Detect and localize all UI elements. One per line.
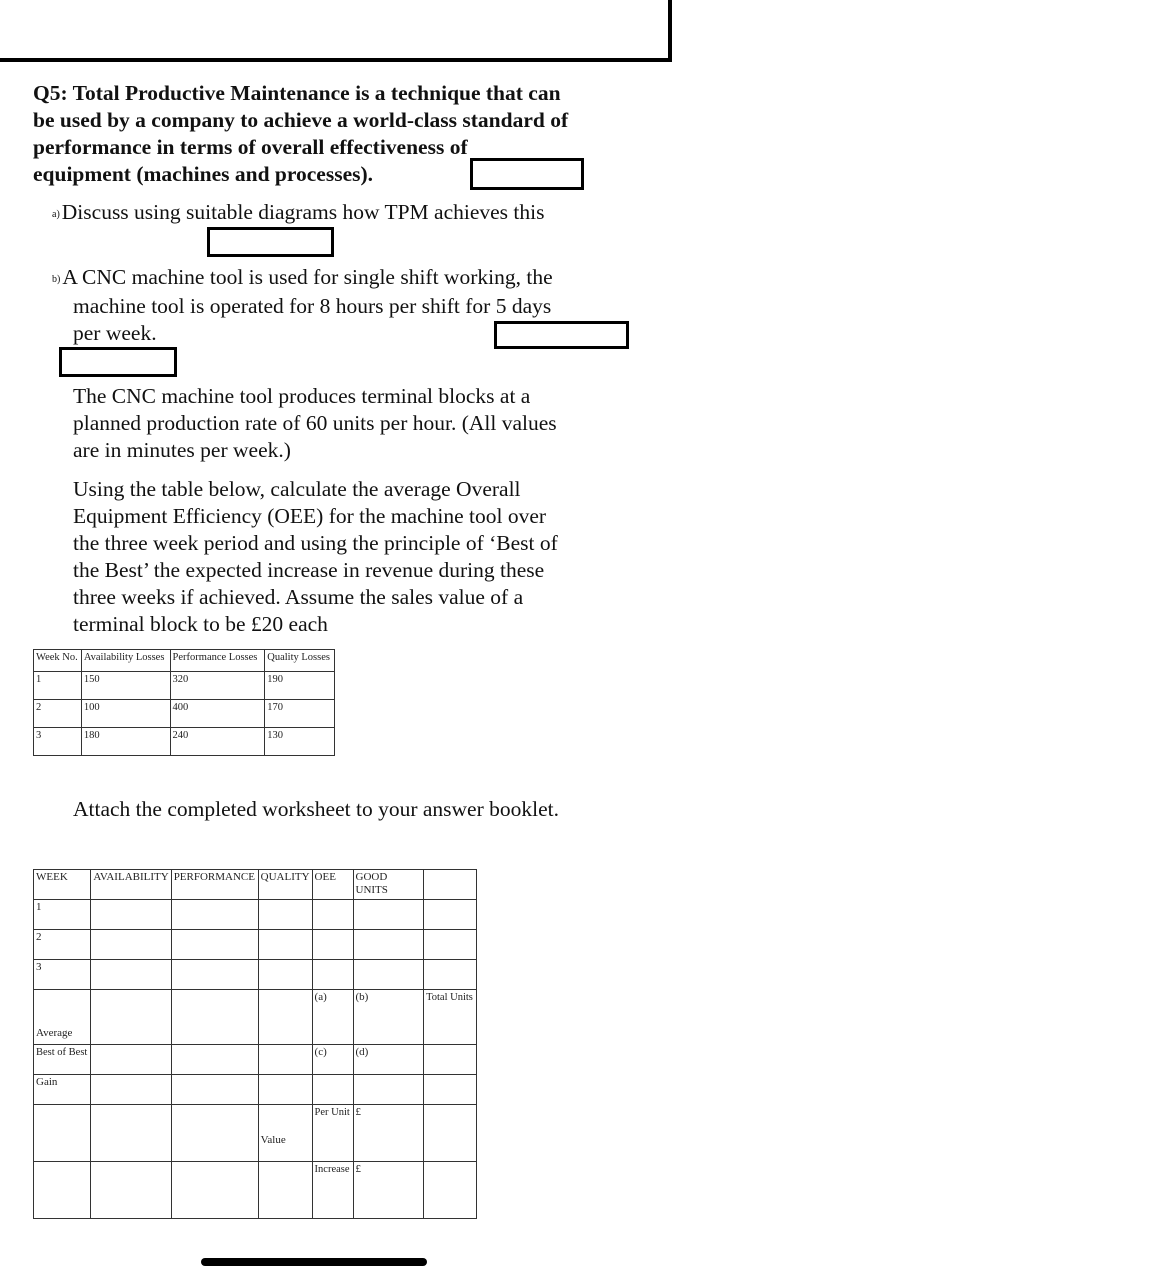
part-b-label: b) (52, 273, 61, 285)
per-unit-currency: £ (353, 1105, 424, 1162)
gain-label: Gain (34, 1075, 91, 1105)
header-cell (424, 870, 477, 900)
part-b-line: machine tool is operated for 8 hours per shift for 5 days (73, 293, 552, 318)
header-cell: Availability Losses (81, 650, 170, 672)
paragraph-line: the three week period and using the principle of ‘Best of (73, 531, 558, 555)
answer-cell[interactable] (353, 900, 424, 930)
answer-cell[interactable] (91, 1075, 171, 1105)
production-rate-paragraph (73, 383, 633, 464)
answer-cell[interactable] (353, 930, 424, 960)
redaction-box (59, 347, 177, 377)
total-units-label: Total Units (424, 990, 477, 1045)
home-indicator[interactable] (201, 1258, 427, 1266)
answer-cell[interactable] (258, 1075, 312, 1105)
answer-cell[interactable] (424, 930, 477, 960)
answer-cell[interactable] (171, 990, 258, 1045)
answer-cell[interactable] (258, 930, 312, 960)
paragraph-line: terminal block to be £20 each (73, 612, 328, 636)
answer-cell[interactable] (353, 960, 424, 990)
table-cell: 3 (34, 728, 82, 756)
answer-cell[interactable] (424, 960, 477, 990)
best-of-best-label: Best of Best (34, 1045, 91, 1075)
a-label: (a) (312, 990, 353, 1045)
table-cell: 150 (81, 672, 170, 700)
header-cell: Performance Losses (170, 650, 265, 672)
week-cell: 2 (34, 930, 91, 960)
worksheet-average-row (34, 990, 477, 1045)
week-cell: 1 (34, 900, 91, 930)
paragraph-line: the Best’ the expected increase in revenue during these (73, 558, 545, 582)
answer-cell[interactable] (258, 900, 312, 930)
redaction-box (470, 158, 584, 190)
header-cell: AVAILABILITY (91, 870, 171, 900)
answer-cell[interactable] (424, 1045, 477, 1075)
title-line: Q5: Total Productive Maintenance is a technique that can (33, 81, 561, 105)
attach-instruction: Attach the completed worksheet to your answer booklet. (73, 797, 559, 821)
instructions-paragraph (73, 476, 633, 638)
paragraph-line: three weeks if achieved. Assume the sales value of a (73, 585, 524, 609)
value-label: Value (258, 1105, 312, 1162)
answer-cell[interactable] (258, 990, 312, 1045)
answer-cell[interactable] (424, 1075, 477, 1105)
worksheet-per-unit-row (34, 1105, 477, 1162)
answer-cell[interactable] (91, 900, 171, 930)
answer-cell[interactable] (91, 1105, 171, 1162)
worksheet-increase-row (34, 1162, 477, 1219)
average-label: Average (34, 990, 91, 1045)
week-cell: 3 (34, 960, 91, 990)
header-cell: OEE (312, 870, 353, 900)
title-line: be used by a company to achieve a world-class standard of (33, 108, 569, 132)
answer-cell[interactable] (312, 900, 353, 930)
answer-cell[interactable] (171, 930, 258, 960)
table-cell: 320 (170, 672, 265, 700)
worksheet-week-row (34, 960, 477, 990)
d-label: (d) (353, 1045, 424, 1075)
title-line: performance in terms of overall effectiveness of (33, 135, 468, 159)
part-a (52, 199, 632, 228)
part-b-line: per week. (73, 320, 157, 345)
paragraph-line: The CNC machine tool produces terminal blocks at a (73, 384, 531, 408)
top-answer-box (0, 0, 672, 62)
table-cell: 180 (81, 728, 170, 756)
answer-cell[interactable] (34, 1105, 91, 1162)
table-cell: 240 (170, 728, 265, 756)
table-cell: 130 (265, 728, 335, 756)
answer-cell[interactable] (171, 1105, 258, 1162)
answer-cell[interactable] (34, 1162, 91, 1219)
answer-cell[interactable] (91, 990, 171, 1045)
answer-cell[interactable] (91, 930, 171, 960)
answer-cell[interactable] (312, 1075, 353, 1105)
header-cell: QUALITY (258, 870, 312, 900)
answer-cell[interactable] (171, 1075, 258, 1105)
table-cell: 2 (34, 700, 82, 728)
answer-cell[interactable] (312, 960, 353, 990)
answer-cell[interactable] (91, 1162, 171, 1219)
table-cell: 100 (81, 700, 170, 728)
table-row (34, 672, 335, 700)
table-cell: 190 (265, 672, 335, 700)
part-a-label: a) (52, 208, 60, 220)
answer-cell[interactable] (91, 1045, 171, 1075)
part-b-line: A CNC machine tool is used for single shift working, the (62, 265, 553, 289)
answer-cell[interactable] (171, 960, 258, 990)
part-a-text: Discuss using suitable diagrams how TPM achieves this (61, 200, 545, 224)
header-cell: WEEK (34, 870, 91, 900)
paragraph-line: Using the table below, calculate the average Overall (73, 477, 521, 501)
paragraph-line: are in minutes per week.) (73, 438, 291, 462)
table-cell: 400 (170, 700, 265, 728)
answer-cell[interactable] (171, 1162, 258, 1219)
increase-currency: £ (353, 1162, 424, 1219)
redaction-box (207, 227, 334, 257)
worksheet-gain-row (34, 1075, 477, 1105)
c-label: (c) (312, 1045, 353, 1075)
part-b (52, 264, 632, 347)
table-row (34, 728, 335, 756)
b-label: (b) (353, 990, 424, 1045)
paragraph-line: planned production rate of 60 units per hour. (All values (73, 411, 557, 435)
title-line: equipment (machines and processes). (33, 162, 374, 186)
table-header-row (34, 650, 335, 672)
answer-cell[interactable] (312, 930, 353, 960)
worksheet-best-row (34, 1045, 477, 1075)
answer-cell[interactable] (258, 960, 312, 990)
answer-cell[interactable] (424, 1162, 477, 1219)
answer-cell[interactable] (424, 1105, 477, 1162)
increase-label: Increase (312, 1162, 353, 1219)
worksheet-week-row (34, 900, 477, 930)
table-cell: 170 (265, 700, 335, 728)
per-unit-label: Per Unit (312, 1105, 353, 1162)
table-cell: 1 (34, 672, 82, 700)
answer-cell[interactable] (171, 900, 258, 930)
worksheet-header-row (34, 870, 477, 900)
header-cell: GOOD UNITS (353, 870, 424, 900)
header-cell: Week No. (34, 650, 82, 672)
table-row (34, 700, 335, 728)
answer-cell[interactable] (91, 960, 171, 990)
answer-cell[interactable] (424, 900, 477, 930)
answer-cell[interactable] (353, 1075, 424, 1105)
answer-cell[interactable] (258, 1162, 312, 1219)
paragraph-line: Equipment Efficiency (OEE) for the machine tool over (73, 504, 547, 528)
header-cell: PERFORMANCE (171, 870, 258, 900)
worksheet-week-row (34, 930, 477, 960)
oee-worksheet-table (33, 869, 477, 1219)
losses-table (33, 649, 335, 756)
answer-cell[interactable] (258, 1045, 312, 1075)
header-cell: Quality Losses (265, 650, 335, 672)
answer-cell[interactable] (171, 1045, 258, 1075)
